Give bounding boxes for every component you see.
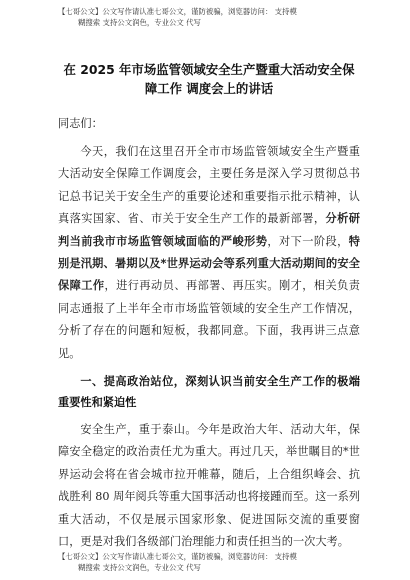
paragraph-intro-bold-2: 特别是汛期、暑期以及*世界运动会等系列重大活动期间的安全保障工作 [58, 234, 360, 293]
paragraph-intro [58, 141, 360, 365]
footer-note-line-2: 糊搜索 支持公文润色，专业公文 代写 [78, 563, 201, 572]
paragraph-section-1: 安全生产，重于泰山。今年是政治大年、活动大年，保障安全稳定的政治责任尤为重大。再过几天，举世瞩目的*世界运动会将在省会城市拉开帷幕，随后，上合组织峰会、抗战胜利 80 周年阅兵等重大国事活动也将接踵而至。这一系列重大活动，不仅是展示国家形象、促进国际交流的重要窗口，更是对我们各级部门治理能力和责任担当的一次大考。 [58, 423, 360, 549]
footer-watermark-note [58, 551, 378, 573]
salutation: 同志们： [58, 117, 103, 130]
header-note-line-1: 【七哥公文】公文写作请认准七哥公文，谨防被骗，浏览器访问： 支持模 [58, 7, 297, 16]
document-body [58, 60, 360, 554]
header-note-line-2: 糊搜索 支持公文润色，专业公文 代写 [78, 18, 201, 27]
document-title: 在 2025 年市场监管领域安全生产暨重大活动安全保障工作 调度会上的讲话 [63, 62, 355, 96]
paragraph-intro-text-2: ，对下一阶段， [267, 234, 349, 248]
paragraph-intro-bold-1: 分析研判当前我市市场监管领域面临的严峻形势 [58, 212, 360, 248]
header-watermark-note [58, 6, 378, 28]
paragraph-intro-text-1: 今天，我们在这里召开全市市场监管领域安全生产暨重大活动安全保障工作调度会，主要任务是深入学习贯彻总书记总书记关于安全生产的重要论述和重要指示批示精神，认真落实国家、省、市关于安全生产工作的最新部署， [58, 145, 360, 226]
paragraph-intro-text-3: ，进行再动员、再部署、再压实。刚才，相关负责同志通报了上半年全市市场监管领域的安全生产工作情况，分析了存在的问题和短板，我都同意。下面，我再讲三点意见。 [58, 279, 360, 360]
footer-note-line-1: 【七哥公文】公文写作请认准七哥公文，谨防被骗，浏览器访问： 支持模 [58, 552, 297, 561]
section-heading-1: 一、提高政治站位，深刻认识当前安全生产工作的极端重要性和紧迫性 [58, 375, 360, 410]
